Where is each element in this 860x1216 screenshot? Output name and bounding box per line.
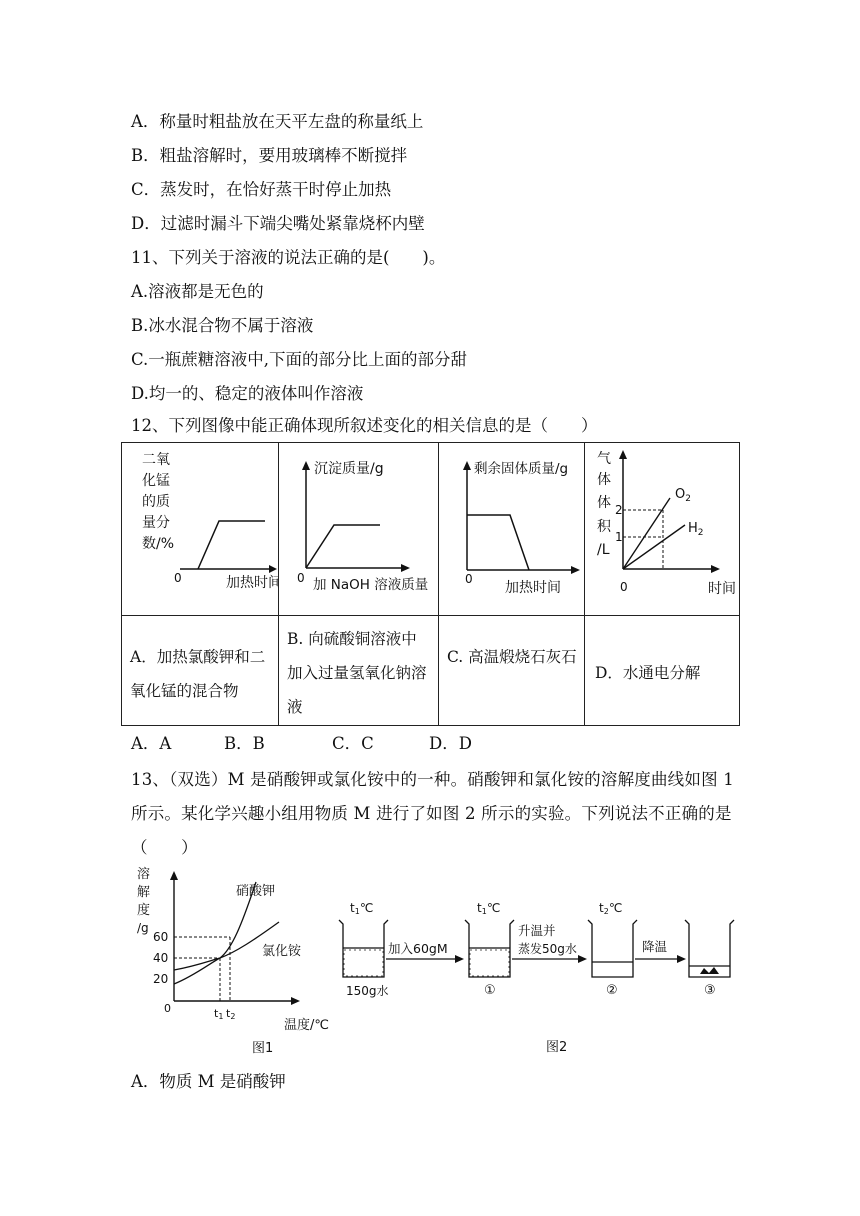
fig1-y-arrow [170,871,178,880]
q13-stem: 13、（双选）M 是硝酸钾或氯化铵中的一种。硝酸钾和氯化铵的溶解度曲线如图 1 所示。某化学兴趣小组用物质 M 进行了如图 2 所示的实验。下列说法不正确的是（ ） [131,770,734,857]
graph-d-tick-2: 2 [615,503,623,517]
graph-c-x-arrow [571,566,580,574]
fig2-step1: 加入60gM [388,941,448,956]
graph-d-y-arrow [619,450,627,459]
fig2-label-2: ② [606,983,618,998]
fig1-tick-40: 40 [153,951,169,965]
fig2-temp-0: t1℃ [350,901,374,916]
graph-d-ylabel-1: 气 [597,451,611,467]
graph-a-origin: 0 [174,571,182,585]
graph-b-x-arrow [401,564,410,572]
graph-b-cell [279,443,439,616]
q12-answer-c: C．C [332,734,374,753]
graph-a-ylabel-2: 化锰 [142,473,170,489]
q12-options-table [121,442,740,726]
graph-d [585,443,739,611]
graph-b-ylabel: 沉淀质量/g [314,461,384,477]
graph-d-ylabel-4: 积 [597,519,611,535]
fig1-origin: 0 [164,1002,171,1015]
q11-option-a: A.溶液都是无色的 [131,282,264,301]
fig1-tick-20: 20 [153,972,169,986]
fig2-liquid-hatch-1 [470,950,509,976]
caption-c: C. 高温煅烧石灰石 [447,648,577,666]
graph-b-curve [306,525,380,568]
fig1-t1: t1 [214,1007,224,1021]
fig1-caption: 图1 [252,1041,274,1056]
q10-option-b: B．粗盐溶解时，要用玻璃棒不断搅拌 [131,146,408,165]
fig1-x-arrow [291,997,300,1005]
fig2-step3: 降温 [642,939,668,954]
fig1-solubility-chart [137,866,329,1056]
graph-d-cell [585,443,740,616]
fig1-ylabel-1: 溶 [137,867,151,882]
graph-a [122,443,278,611]
q12-answer-d: D．D [429,734,472,753]
q10-option-d: D．过滤时漏斗下端尖嘴处紧靠烧杯内壁 [131,214,425,233]
fig2-step2-line1: 升温并 [518,923,556,938]
q11-option-d: D.均一的、稳定的液体叫作溶液 [131,384,364,403]
fig2-temp-1: t1℃ [477,901,501,916]
fig1-label-kno3: 硝酸钾 [236,884,276,899]
graph-a-ylabel-4: 量分 [142,515,170,531]
graph-b-y-arrow [302,461,310,470]
q10-option-a: A．称量时粗盐放在天平左盘的称量纸上 [131,112,424,131]
fig2-liquid-hatch-0 [344,950,383,976]
caption-d: D．水通电分解 [595,664,701,682]
graph-d-ylabel-5: /L [597,542,610,558]
graph-d-x-arrow [711,565,720,573]
fig2-beaker-3 [685,920,734,977]
fig1-tick-60: 60 [153,930,169,944]
fig2-step2-line2: 蒸发50g水 [518,942,577,956]
graph-a-xlabel: 加热时间 [226,575,278,591]
fig2-label-3: ③ [704,983,716,998]
graph-b-xlabel: 加 NaOH 溶液质量 [313,577,429,593]
fig2-temp-2: t2℃ [599,901,623,916]
q12-answer-b: B．B [224,734,265,753]
fig2-beaker-2 [588,920,637,977]
graph-d-h2-label: $H_2$ [688,521,704,538]
q12-answer-a: A．A [131,734,172,753]
graph-d-ylabel-3: 体 [597,495,611,511]
graph-c-origin: 0 [465,572,473,586]
graph-d-o2-label: $O_2$ [675,487,691,504]
graph-d-h2-line [623,525,685,569]
graph-d-o2-line [623,498,670,569]
fig2-crystals [700,967,719,974]
fig2-water: 150g水 [346,984,389,998]
fig1-ylabel-2: 解 [137,885,151,900]
fig2-experiment [339,901,734,1055]
graph-a-curve [198,521,265,569]
graph-d-ylabel-2: 体 [597,472,611,488]
graph-a-ylabel-5: 数/% [142,536,175,552]
fig2-arrowhead-3 [677,955,686,963]
fig2-label-1: ① [484,983,496,998]
graph-a-x-arrow [269,565,277,573]
graph-d-origin: 0 [620,580,628,594]
graph-b [279,443,438,611]
fig1-t2: t2 [226,1007,236,1021]
q12-stem: 12、下列图像中能正确体现所叙述变化的相关信息的是（ ） [131,416,598,435]
graph-c-y-arrow [463,461,471,470]
q13-figures [134,864,774,1064]
graph-c-curve [467,515,529,570]
fig1-ylabel-4: /g [137,921,149,935]
q11-option-c: C.一瓶蔗糖溶液中,下面的部分比上面的部分甜 [131,350,468,369]
graph-a-ylabel-3: 的质 [142,494,170,510]
fig1-xlabel: 温度/℃ [284,1018,329,1033]
fig2-caption: 图2 [546,1040,568,1055]
fig2-arrowhead-1 [455,955,464,963]
graph-d-xlabel: 时间 [708,581,736,597]
graph-c [439,443,584,611]
fig2-arrowhead-2 [578,955,587,963]
graph-c-cell [439,443,585,616]
q13-option-a: A．物质 M 是硝酸钾 [131,1072,286,1091]
q10-option-c: C．蒸发时，在恰好蒸干时停止加热 [131,180,392,199]
graph-a-ylabel-1: 二氧 [142,452,170,468]
q11-stem: 11、下列关于溶液的说法正确的是( )。 [131,248,446,267]
caption-a: A．加热氯酸钾和二氧化锰的混合物 [130,648,266,700]
graph-d-tick-1: 1 [615,530,623,544]
graph-c-xlabel: 加热时间 [505,580,561,596]
graph-c-ylabel: 剩余固体质量/g [474,461,569,477]
fig1-label-nh4cl: 氯化铵 [262,944,302,959]
caption-b: B. 向硫酸铜溶液中加入过量氢氧化钠溶液 [287,630,427,716]
q11-option-b: B.冰水混合物不属于溶液 [131,316,314,335]
fig1-ylabel-3: 度 [137,903,151,918]
graph-b-origin: 0 [297,571,305,585]
graph-a-cell [122,443,279,616]
